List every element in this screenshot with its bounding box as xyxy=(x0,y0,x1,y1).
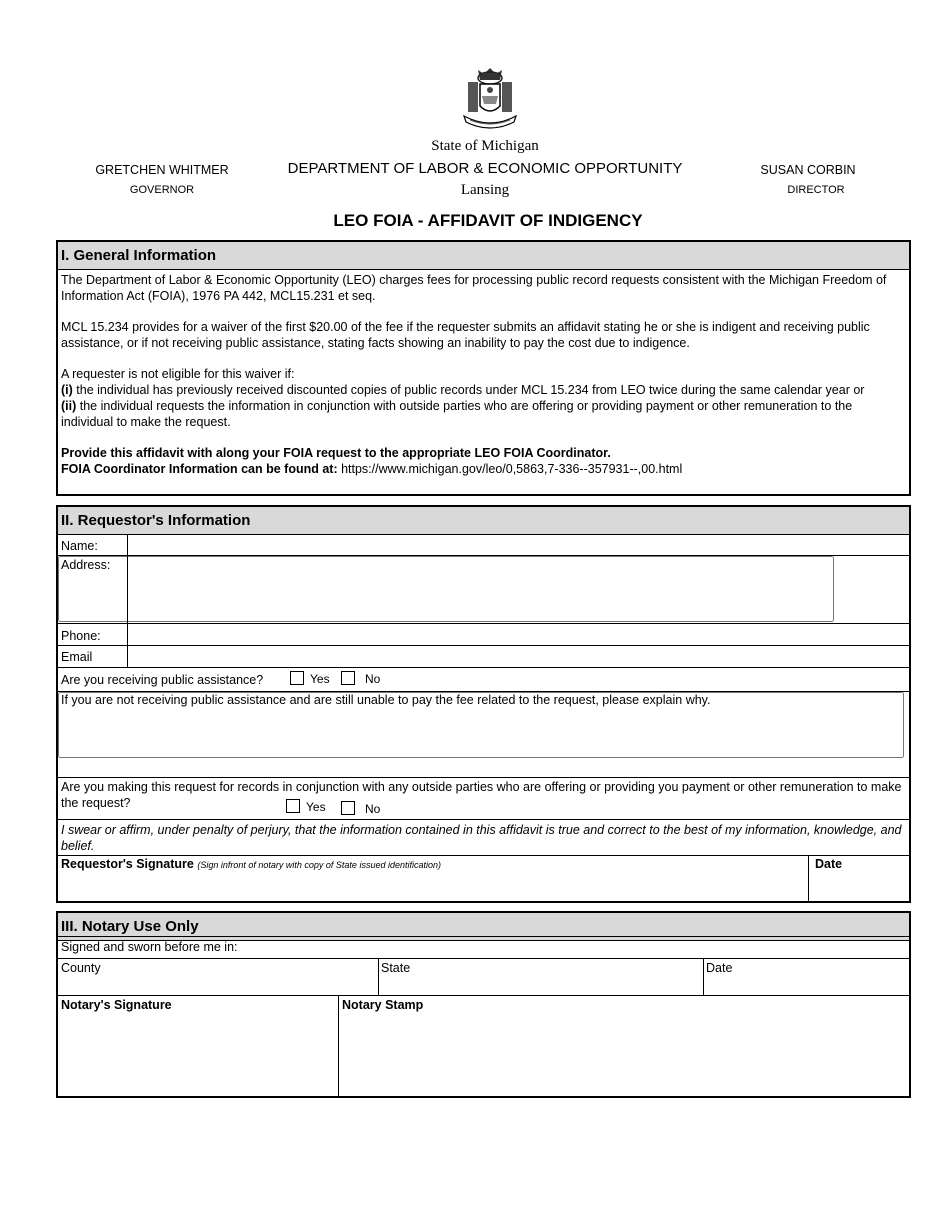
oath-text: I swear or affirm, under penalty of perjury, that the information contained in this affidavit is true and correct to the best of my information, knowledge, and belief. xyxy=(61,823,902,853)
provide-affidavit-instruction: Provide this affidavit with along your FOIA request to the appropriate LEO FOIA Coordinator. xyxy=(61,446,611,460)
state-name: State of Michigan xyxy=(431,138,539,154)
requestor-signature-label-group xyxy=(61,857,441,871)
state-label: State xyxy=(381,961,411,975)
email-row xyxy=(58,645,909,668)
governor-name: GRETCHEN WHITMER xyxy=(95,163,229,177)
notary-stamp-label: Notary Stamp xyxy=(342,998,424,1012)
assistance-yes-label: Yes xyxy=(310,672,330,686)
outside-no-label: No xyxy=(365,802,381,816)
explain-question: If you are not receiving public assistance and are still unable to pay the fee related to the request, please explain why. xyxy=(61,693,711,707)
governor-title: GOVERNOR xyxy=(129,184,195,196)
name-label: Name: xyxy=(61,539,98,553)
requestor-signature-label: Requestor's Signature xyxy=(61,857,194,871)
address-label: Address: xyxy=(61,558,111,572)
location-row xyxy=(58,958,909,996)
public-assistance-question: Are you receiving public assistance? xyxy=(61,673,264,687)
ineligible-item-1 xyxy=(61,382,906,398)
name-input[interactable] xyxy=(132,537,906,555)
notary-signature-field[interactable] xyxy=(58,1014,336,1094)
coordinator-label: FOIA Coordinator Information can be found at: xyxy=(61,462,338,476)
director-title: DIRECTOR xyxy=(787,184,845,196)
item-1-label: (i) xyxy=(61,383,73,397)
address-row xyxy=(58,555,909,624)
email-label: Email xyxy=(61,650,93,664)
item-2-label: (ii) xyxy=(61,399,77,413)
outside-yes-label: Yes xyxy=(306,800,326,814)
email-input[interactable] xyxy=(132,648,906,666)
county-label: County xyxy=(61,961,101,975)
notary-signature-row xyxy=(58,995,909,1096)
oath-row xyxy=(58,819,909,856)
requestor-signature-row xyxy=(58,855,909,901)
requestor-signature-field[interactable] xyxy=(58,872,806,900)
requestor-information-heading: II. Requestor's Information xyxy=(58,507,909,535)
sworn-text: Signed and sworn before me in: xyxy=(61,940,238,954)
general-paragraph-waiver: MCL 15.234 provides for a waiver of the first $20.00 of the fee if the requester submits an affidavit stating he or she is indigent and receiving public assistance, or if not receiving public assistance, stating facts showing an inability to pay the cost due to indigence. xyxy=(61,320,870,350)
notary-heading: III. Notary Use Only xyxy=(58,913,909,941)
general-paragraph-ineligible: A requester is not eligible for this waiver if: xyxy=(61,367,295,381)
requestor-signature-note: (Sign infront of notary with copy of State issued identification) xyxy=(197,860,441,870)
coordinator-info xyxy=(61,461,906,477)
outside-parties-question: Are you making this request for records in conjunction with any outside parties who are offering or providing you payment or other remuneration to make the request? xyxy=(61,780,902,810)
notary-date-label: Date xyxy=(706,961,733,975)
state-input[interactable] xyxy=(382,977,702,995)
requestor-date-label: Date xyxy=(815,857,843,871)
name-row xyxy=(58,534,909,556)
phone-label: Phone: xyxy=(61,629,101,643)
michigan-seal-icon xyxy=(458,66,522,134)
department-name: DEPARTMENT OF LABOR & ECONOMIC OPPORTUNITY xyxy=(287,160,683,177)
assistance-no-checkbox[interactable] xyxy=(341,671,355,685)
outside-parties-row xyxy=(58,777,909,820)
outside-yes-checkbox[interactable] xyxy=(286,799,300,813)
requestor-information-section xyxy=(56,505,911,903)
director-name: SUSAN CORBIN xyxy=(760,163,856,177)
outside-no-checkbox[interactable] xyxy=(341,801,355,815)
general-paragraph-fees: The Department of Labor & Economic Opportunity (LEO) charges fees for processing public record requests consistent with the Michigan Freedom of Information Act (FOIA), 1976 PA 442, MCL15.231 et seq. xyxy=(61,273,887,303)
notary-section xyxy=(56,911,911,1098)
coordinator-url[interactable]: https://www.michigan.gov/leo/0,5863,7-336--357931--,00.html xyxy=(337,462,683,476)
assistance-yes-checkbox[interactable] xyxy=(290,671,304,685)
item-1-text: the individual has previously received discounted copies of public records under MCL 15.234 from LEO twice during the same calendar year or xyxy=(72,383,865,397)
general-information-section xyxy=(56,240,911,496)
form-title: LEO FOIA - AFFIDAVIT OF INDIGENCY xyxy=(333,211,643,230)
requestor-date-input[interactable] xyxy=(814,874,908,896)
county-input[interactable] xyxy=(61,977,377,995)
sworn-row xyxy=(58,936,909,959)
general-information-heading: I. General Information xyxy=(58,242,909,270)
phone-input[interactable] xyxy=(132,626,906,644)
address-input[interactable] xyxy=(58,556,834,622)
notary-signature-label: Notary's Signature xyxy=(61,998,172,1012)
notary-date-input[interactable] xyxy=(707,977,907,995)
ineligible-item-2 xyxy=(61,398,906,430)
explain-row xyxy=(58,691,909,778)
public-assistance-row xyxy=(58,667,909,692)
item-2-text: the individual requests the information in conjunction with outside parties who are offering or providing payment or other remuneration to the individual to make the request. xyxy=(61,399,853,429)
city-name: Lansing xyxy=(460,182,510,198)
assistance-no-label: No xyxy=(365,672,381,686)
notary-stamp-area xyxy=(340,1014,906,1094)
phone-row xyxy=(58,623,909,646)
